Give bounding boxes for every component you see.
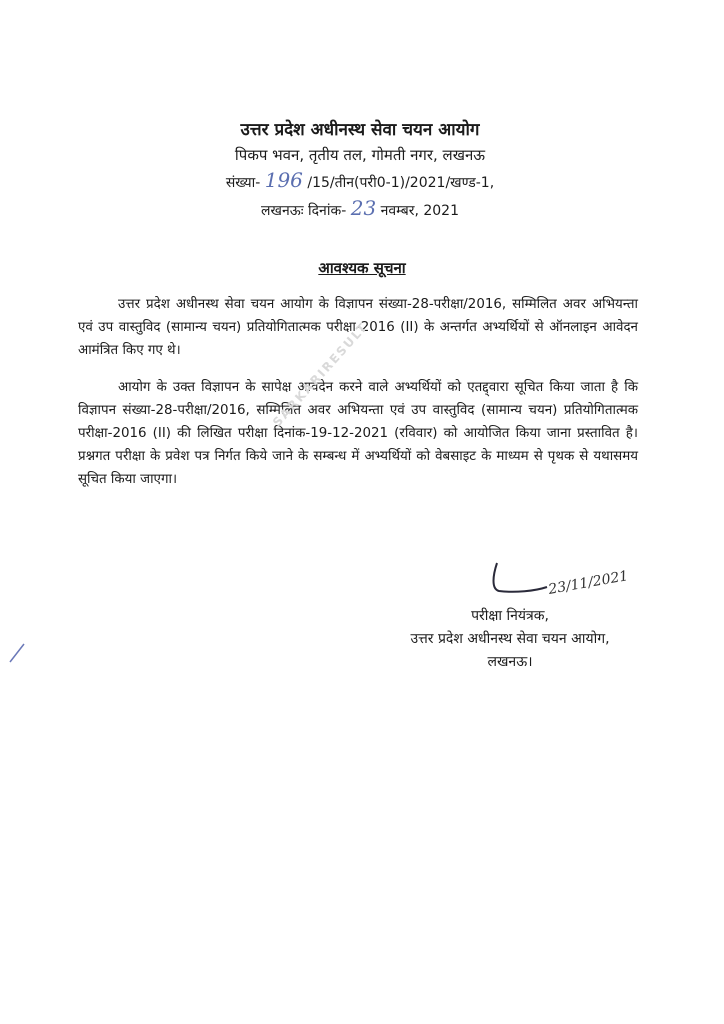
date-suffix: नवम्बर, 2021 — [380, 203, 459, 219]
signatory-designation: परीक्षा नियंत्रक, — [471, 608, 549, 624]
reference-number — [150, 168, 570, 196]
notice-title: आवश्यक सूचना — [318, 259, 406, 277]
notice-paragraph-2: आयोग के उक्त विज्ञापन के सापेक्ष आवदेन करने वाले अभ्यर्थियों को एतद्द्वारा सूचित किया जाता है कि विज्ञापन संख्या-28-परीक्षा/2016, सम्मिलित अवर अभियन्ता एवं उप वास्तुविद (सामान्य चयन) प्रतियोगितात्मक परीक्षा-2016 (II) की लिखित परीक्षा दिनांक-19-12-2021 (रविवार) को आयोजित किया जाना प्रस्तावित है। प्रश्नगत परीक्षा के प्रवेश पत्र निर्गत किये जाने के सम्बन्ध में अभ्यर्थियों को वेबसाइट के माध्यम से पृथक से यथासमय सूचित किया जाएगा। — [78, 380, 638, 487]
organization-address: पिकप भवन, तृतीय तल, गोमती नगर, लखनऊ — [234, 146, 486, 164]
margin-pen-mark — [8, 640, 28, 664]
reference-suffix: /15/तीन(परी0-1)/2021/खण्ड-1, — [307, 175, 495, 191]
organization-name: उत्तर प्रदेश अधीनस्थ सेवा चयन आयोग — [240, 120, 480, 140]
watermark-text: SARKARIRESULT — [270, 319, 371, 430]
signatory-organization: उत्तर प्रदेश अधीनस्थ सेवा चयन आयोग, — [410, 631, 610, 647]
letter-date — [150, 196, 570, 224]
notice-paragraph-1: उत्तर प्रदेश अधीनस्थ सेवा चयन आयोग के विज्ञापन संख्या-28-परीक्षा/2016, सम्मिलित अवर अभियन्ता एवं उप वास्तुविद (सामान्य चयन) प्रतियोगितात्मक परीक्षा-2016 (II) के अन्तर्गत अभ्यर्थियों से ऑनलाइन आवेदन आमंत्रित किए गए थे। — [78, 297, 638, 358]
date-handwritten-day: 23 — [350, 196, 377, 220]
signatory-city: लखनऊ। — [487, 654, 533, 670]
signature-date: 23/11/2021 — [547, 568, 630, 598]
reference-handwritten-number: 196 — [264, 168, 303, 192]
signatory-block — [360, 605, 660, 674]
reference-prefix: संख्या- — [225, 175, 261, 191]
letterhead — [150, 118, 570, 224]
date-prefix: लखनऊः दिनांक- — [261, 203, 347, 219]
